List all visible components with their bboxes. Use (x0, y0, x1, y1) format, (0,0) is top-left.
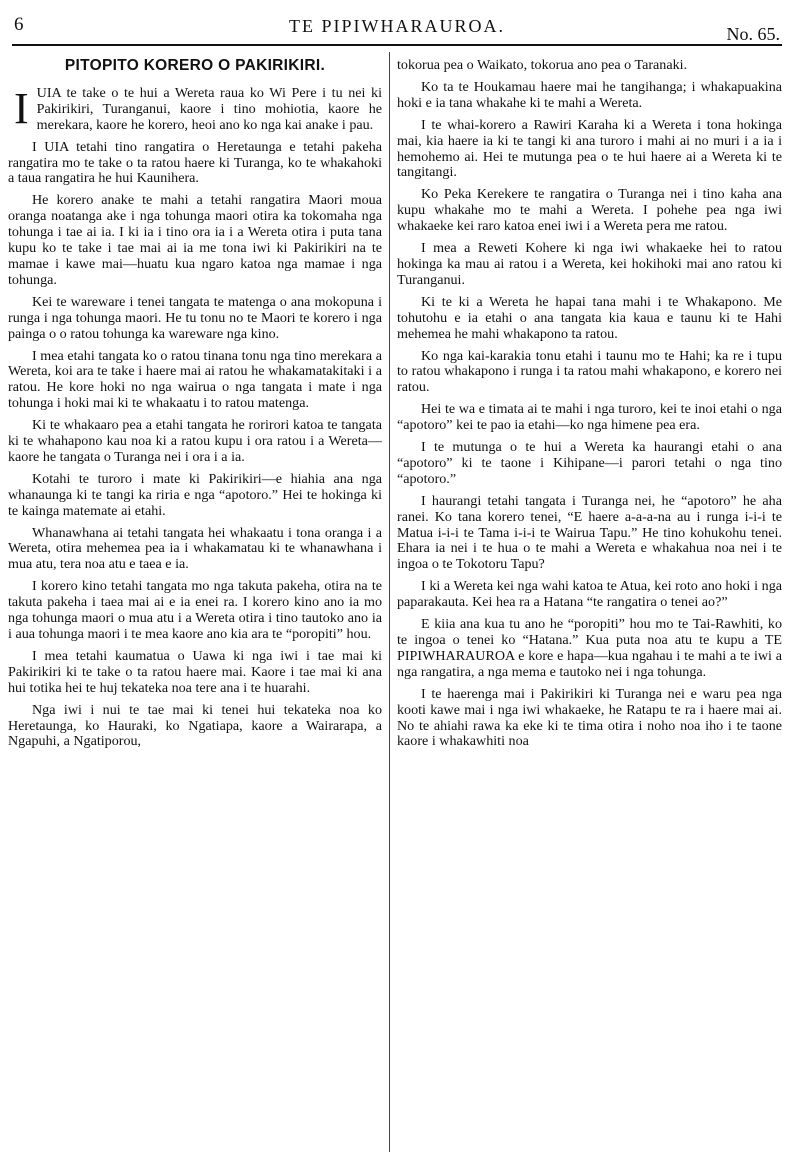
article-paragraph: Whanawhana ai tetahi tangata hei whakaatu i tona oranga i a Wereta, otira mehemea pea ia i whakamatau ki te whanawhana i mua atu, tera noa atu e taea e ia. (8, 524, 382, 573)
article-paragraph: I ki a Wereta kei nga wahi katoa te Atua, kei roto ano hoki i nga paparakauta. Kei hea ra a Hatana “te rangatira o tenei ao?” (397, 578, 782, 611)
article-paragraph: Ko nga kai-karakia tonu etahi i taunu mo te Hahi; ka re i tupu to ratou whakapono i runga i ta ratou mahi whakapono, e korero nei ratou. (397, 347, 782, 396)
article-paragraph: I mea a Reweti Kohere ki nga iwi whakaeke hei to ratou hokinga ka mau ai ratou i a Wereta, kei hokihoki mai ano ratou ki Turanganui. (397, 240, 782, 288)
article-paragraph: Kotahi te turoro i mate ki Pakirikiri—e hiahia ana nga whanaunga ki te tangi ka riria e nga “apotoro.” Hei te hokinga ki te kainga matemate ai etahi. (8, 470, 382, 519)
article-paragraph: I mea etahi tangata ko o ratou tinana tonu nga tino merekara a Wereta, koi ara te take i haere mai ai ratou he whakamatakitaki i a ratou. He kore hoki no nga wairua o nga tangata i mate i nga tohunga i hoki mai ki te whakaatu i to ratou matenga. (8, 347, 382, 412)
article-paragraph: Kei te wareware i tenei tangata te matenga o ana mokopuna i runga i nga tohunga maori. He tu tonu no te Maori te korero i nga painga o o ratou tohunga ka wareware nga kino. (8, 293, 382, 342)
article-paragraph: I haurangi tetahi tangata i Turanga nei, he “apotoro” he aha ranei. Ko tana korero tenei, “E haere a-a-a-na au i runga i-i-i te Matua i-i-i te Tama i-i-i te Wairua Tapu.” He tino kohukohu tenei. Ehara ia nei i te hua o te mahi a Wereta e whakahua noa nei i te ingoa o te Tokotoru Tapu? (397, 492, 782, 573)
article-paragraph: Nga iwi i nui te tae mai ki tenei hui tekateka noa ko Heretaunga, ko Hauraki, ko Ngatiapa, kaore a Wairarapa, a Ngapuhi, a Ngatiporou, (8, 701, 382, 750)
article-paragraph: tokorua pea o Waikato, tokorua ano pea o Taranaki. (397, 57, 688, 73)
article-paragraph: Hei te wa e timata ai te mahi i nga turoro, kei te inoi etahi o nga “apotoro” kei te pao ia etahi—ko nga himene pea era. (397, 401, 782, 434)
article-title: PITOPITO KORERO O PAKIRIKIRI. (64, 57, 326, 74)
drop-cap: I (14, 83, 29, 133)
page-header (12, 10, 782, 46)
right-column (397, 58, 782, 756)
article-paragraph: I te haerenga mai i Pakirikiri ki Turanga nei e waru pea nga kooti kawe mai i nga iwi whakaeke, he Ratapu te ra i haere mai ai. No te ahiahi rawa ka eke ki te tima otira i noho noa iho i te taone kaore i whakawhiti noa (397, 685, 782, 750)
article-paragraph: Ko Peka Kerekere te rangatira o Turanga nei i tino kaha ana kupu whakahe mo te mahi a Wereta. I pohehe pea nga iwi whakaeke kei raro katoa enei iwi i a Wereta pera me ratou. (397, 186, 782, 235)
article-paragraph: E kiia ana kua tu ano he “poropiti” hou mo te Tai-Rawhiti, ko te ingoa o tenei ko “Hatana.” Kua puta noa atu te kupu a TE PIPIWHARAUROA e kore e hapa—kua ngahau i te mahi a te iwi a nga rangatira, a nga mema e tautoko nei i nga tohunga. (397, 616, 782, 680)
article-paragraph: I te mutunga o te hui a Wereta ka haurangi etahi o ana “apotoro” ki te taone i Kihipane—i parori tetahi o nga tino “apotoro.” (397, 439, 782, 487)
publication-title: TE PIPIWHARAUROA. (289, 16, 505, 36)
article-paragraph: Ki te ki a Wereta he hapai tana mahi i te Whakapono. Me tohutohu e ia etahi o ana tangata kia kaua e taunu ki te Hahi mehemea he mahi whakapono ta ratou. (397, 293, 782, 342)
article-paragraph: I te whai-korero a Rawiri Karaha ki a Wereta i tona hokinga mai, kia haere ia ki te tangi ki ana turoro i mahi ai no muri i a ia i hemohemo ai. Hei te mutunga pea o te hui haere ai a Wereta ki te tangitangi. (397, 116, 782, 181)
issue-number: No. 65. (726, 24, 780, 44)
article-paragraph: I mea tetahi kaumatua o Uawa ki nga iwi i tae mai ki Pakirikiri ki te take o ta ratou haere mai. Kaore i tae mai ki ana hui totika hei te huj tekateka noa tere ana i te huarahi. (8, 647, 382, 696)
article-paragraph: He korero anake te mahi a tetahi rangatira Maori moua oranga noatanga ake i nga tohunga maori otira ka tokomaha nga tohunga i tae ai ia. I ki ia i tino ora ia i a Wereta otira i puta tana kupu ko te take i tae mai ai ia me tona iwi ki Pakirikiri na te mamae i kawe mai—huatu kua ngaro katoa nga mamae i nga tohunga. (8, 192, 382, 288)
left-column (8, 54, 382, 756)
page-number: 6 (14, 14, 24, 35)
column-divider (389, 52, 390, 1152)
article-paragraph: I korero kino tetahi tangata mo nga takuta pakeha, otira na te takuta pakeha i taea mai ai e ia enei ra. I korero kino ano ia mo nga tohunga maori o mua atu i a Wereta otira i tino tautoko ano ia i aua tohunga maori i te mea kaore ano kia ara te “poropiti” hou. (8, 578, 382, 642)
article-paragraph: IUIA te take o te hui a Wereta raua ko Wi Pere i tu nei ki Pakirikiri, Turanganui, kaore i tino mohiotia, kaore he merekara, kaore he korero, heoi ano ko nga kai anake i pau. (14, 83, 382, 133)
article-paragraph: Ko ta te Houkamau haere mai he tangihanga; i whakapuakina hoki e ia tana whakahe ki te mahi a Wereta. (397, 78, 782, 111)
article-paragraph: I UIA tetahi tino rangatira o Heretaunga e tetahi pakeha rangatira mo te take o ta ratou haere ki Turanga, ko te whakahoki a taua rangatira he hui Kaunihera. (8, 138, 382, 187)
article-paragraph: Ki te whakaaro pea a etahi tangata he rorirori katoa te tangata ki te whahapono kau noa ki a ratou kupu i ora ratou i a Wereta—kaore he tangata o Turanga nei i ora i a ia. (8, 417, 382, 465)
